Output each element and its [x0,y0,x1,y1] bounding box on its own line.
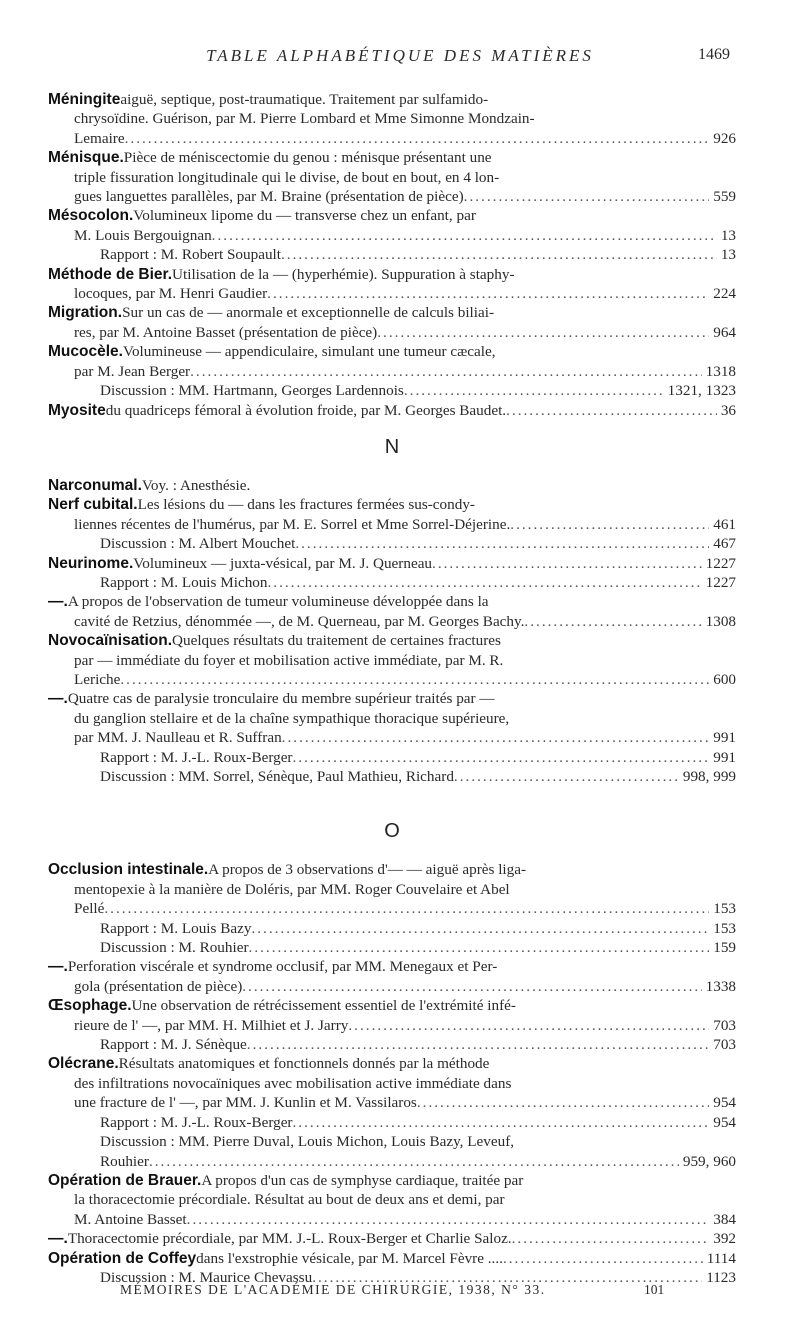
index-entry [48,342,736,400]
entry-page: 954 [713,1094,736,1112]
sub-entry-text: Discussion : MM. Sorrel, Sénèque, Paul Mathieu, Richard [100,768,454,785]
sub-entry-page: 1321, 1323 [667,382,736,400]
entry-page: 461 [713,515,736,533]
entry-text: Leriche [74,670,121,688]
entry-text: locoques, par M. Henri Gaudier [74,285,268,303]
running-title: TABLE ALPHABÉTIQUE DES MATIÈRES [206,46,594,65]
page-footer [0,1282,800,1302]
dot-leader [348,1016,709,1035]
entry-line [48,1016,736,1035]
sub-entry-page: 998, 999 [682,768,736,785]
entry-line [48,148,736,167]
entry-page: 1338 [705,977,736,995]
entry-line [48,631,736,650]
sub-entry-line [48,938,736,957]
entry-page: 703 [713,1016,736,1034]
entry-page: 392 [713,1230,736,1248]
entry-term: Ménisque. [48,149,124,167]
entry-text: dans l'exstrophie vésicale, par M. Marcel Fèvre .... [196,1249,503,1267]
entry-page: 964 [713,323,736,341]
entry-line [48,957,736,976]
index-entry [48,1229,736,1248]
section-letter: N [384,435,400,458]
sub-entry-text: Rapport : M. J.-L. Roux-Berger [100,1113,293,1131]
entry-page: 1318 [705,362,736,380]
sub-entry-text: Rapport : M. Robert Soupault [100,246,281,264]
entry-line [48,977,736,996]
entry-line [48,612,736,631]
entry-line [48,1093,736,1112]
entry-text: Thoracectomie précordiale, par MM. J.-L. Roux-Berger et Charlie Saloz. [67,1230,512,1248]
entry-line [48,1074,736,1093]
index-entry [48,592,736,631]
entry-line [48,689,736,708]
sub-entry-page: 703 [713,1036,736,1054]
dot-leader [404,381,664,400]
sub-entry-text: Discussion : M. Albert Mouchet [100,535,296,553]
index-entry [48,554,736,593]
index-entry [48,476,736,495]
index-content [48,90,736,1287]
entry-line [48,1229,736,1248]
dot-leader [190,362,702,381]
entry-line [48,996,736,1015]
footer-page-number: 101 [644,1282,665,1297]
entry-line [48,860,736,879]
sub-entry-page: 1123 [706,1268,736,1286]
entry-text: Quatre cas de paralysie tronculaire du membre supérieur traités par — [67,690,495,708]
entry-page: 224 [713,285,736,303]
entry-text: Perforation viscérale et syndrome occlusif, par MM. Menegaux et Per- [67,958,498,976]
entry-line [48,476,736,495]
sub-entry-line [48,1152,736,1171]
entry-text: gola (présentation de pièce) [74,977,243,995]
entry-term: Opération de Brauer. [48,1171,202,1189]
entry-page: 559 [713,188,736,206]
entry-text: mentopexie à la manière de Doléris, par MM. Roger Couvelaire et Abel [74,880,510,898]
dot-leader [510,515,709,534]
entry-page: 1308 [705,612,736,630]
entry-line [48,592,736,611]
entry-text: gues languettes parallèles, par M. Braine (présentation de pièce) [74,188,464,206]
entry-text: Volumineux — juxta-vésical, par M. J. Querneau [133,554,433,572]
entry-line [48,670,736,689]
entry-text: la thoracectomie précordiale. Résultat au bout de deux ans et demi, par [74,1191,505,1209]
entry-term: Migration. [48,304,123,322]
entry-text: Une observation de rétrécissement essentiel de l'extrémité infé- [131,997,516,1015]
entry-page: 1114 [706,1249,736,1267]
entry-page: 600 [713,670,736,688]
sub-entry-page: 1227 [705,573,736,591]
entry-text: par MM. J. Naulleau et R. Suffran [74,729,282,747]
entry-line [48,495,736,514]
entry-text: liennes récentes de l'humérus, par M. E. Sorrel et Mme Sorrel-Déjerine. [74,515,511,533]
entry-line [48,206,736,225]
entry-text: du ganglion stellaire et de la chaîne sympathique thoracique supérieure, [74,709,510,727]
entry-line [48,90,736,109]
entry-term: Nerf cubital. [48,496,138,514]
entry-term: Opération de Coffey [48,1249,197,1267]
entry-line [48,284,736,303]
entry-term: Méthode de Bier. [48,265,173,283]
entry-term: —. [48,593,68,611]
entry-term: —. [48,1230,68,1248]
entry-term: Narconumal. [48,476,142,494]
dot-leader [506,401,717,420]
entry-line [48,651,736,670]
entry-term: Neurinome. [48,554,134,572]
index-entry [48,996,736,1054]
dot-leader [377,323,709,342]
entry-line [48,342,736,361]
sub-entry-page: 153 [713,919,736,937]
entry-line [48,303,736,322]
entry-term: Occlusion intestinale. [48,861,209,879]
entry-text: Utilisation de la — (hyperhémie). Suppuration à staphy- [172,265,515,283]
entry-line [48,515,736,534]
sub-entry-page: 13 [720,246,736,264]
sub-entry-page: 954 [713,1113,736,1131]
entry-text: Volumineux lipome du — transverse chez un enfant, par [133,207,476,225]
sub-entry-text: Rapport : M. Louis Bazy [100,919,252,937]
sub-entry-text: Rapport : M. J.-L. Roux-Berger [100,748,293,766]
dot-leader [295,534,709,553]
entry-text: Résultats anatomiques et fonctionnels donnés par la méthode [118,1055,490,1073]
entry-text: A propos d'un cas de symphyse cardiaque, traitée par [201,1171,524,1189]
sub-entry-page: 991 [713,748,736,766]
sub-entry-page: 959, 960 [682,1152,736,1170]
entry-line [48,1190,736,1209]
entry-text: Sur un cas de — anormale et exceptionnelle de calculs biliai- [122,304,495,322]
entry-text: Les lésions du — dans les fractures fermées sus-condy- [137,496,475,514]
entry-term: Mucocèle. [48,343,123,361]
dot-leader [249,938,710,957]
entry-text: Pièce de méniscectomie du genou : ménisque présentant une [123,149,492,167]
index-entry [48,1171,736,1229]
entry-term: Myosite [48,401,106,419]
index-entry [48,495,736,553]
entry-term: Novocaïnisation. [48,632,173,650]
entry-line [48,554,736,573]
entry-page: 36 [720,401,736,419]
index-entry [48,90,736,148]
entry-page: 153 [713,900,736,918]
sub-entry-page: 159 [713,939,736,957]
entry-text: Lemaire [74,129,125,147]
sub-entry-line [48,245,736,264]
dot-leader [104,899,709,918]
entry-line [48,1054,736,1073]
sub-entry-line [48,573,736,592]
dot-leader [524,612,701,631]
index-entry [48,957,736,996]
entry-text: M. Louis Bergouignan [74,226,212,244]
entry-term: —. [48,958,68,976]
index-entry [48,1054,736,1170]
sub-entry-line [48,381,736,400]
dot-leader [512,1229,710,1248]
entry-text: par M. Jean Berger [74,362,191,380]
entry-text: Voy. : Anesthésie. [141,476,251,494]
sub-entry-text: Discussion : M. Maurice Chevassu [100,1268,313,1286]
sub-entry-page: 467 [713,535,736,553]
index-entry [48,401,736,420]
index-entry [48,860,736,957]
entry-text: des infiltrations novocaïniques avec mobilisation active immédiate dans [74,1074,512,1092]
index-entry [48,689,736,786]
entry-line [48,109,736,128]
entry-page: 13 [720,226,736,244]
entry-text: res, par M. Antoine Basset (présentation de pièce) [74,323,378,341]
entry-text: du quadriceps fémoral à évolution froide, par M. Georges Baudet. [105,401,507,419]
page-header [0,46,800,70]
dot-leader [454,767,679,786]
dot-leader [464,187,710,206]
entry-line [48,1210,736,1229]
entry-line [48,323,736,342]
entry-text: chrysoïdine. Guérison, par M. Pierre Lombard et Mme Simonne Mondzain- [74,110,535,128]
entry-text: Quelques résultats du traitement de certaines fractures [172,632,501,650]
sub-entry-line [48,534,736,553]
entry-line [48,401,736,420]
entry-line [48,880,736,899]
entry-text: cavité de Retzius, dénommée —, de M. Querneau, par M. Georges Bachy. [74,612,525,630]
entry-line [48,1249,736,1268]
entry-page: 926 [713,129,736,147]
entry-term: Œsophage. [48,997,132,1015]
entry-text: par — immédiate du foyer et mobilisation active immédiate, par M. R. [74,651,504,669]
entry-term: Olécrane. [48,1055,119,1073]
dot-leader [293,748,710,767]
dot-leader [282,728,710,747]
journal-citation: MÉMOIRES DE L'ACADÉMIE DE CHIRURGIE, 1938, N° 33. [120,1282,546,1297]
entry-page: 384 [713,1210,736,1228]
dot-leader [149,1152,679,1171]
entry-line [48,709,736,728]
entry-term: Mésocolon. [48,207,134,225]
entry-line [48,1171,736,1190]
entry-text: une fracture de l' —, par MM. J. Kunlin et M. Vassilaros [74,1094,417,1112]
dot-leader [293,1113,710,1132]
dot-leader [432,554,702,573]
index-entry [48,265,736,304]
sub-entry-line [48,919,736,938]
dot-leader [187,1210,710,1229]
entry-text: Volumineuse — appendiculaire, simulant une tumeur cæcale, [122,343,496,361]
dot-leader [251,919,709,938]
entry-term: Méningite [48,91,121,108]
index-entry [48,631,736,689]
entry-line [48,187,736,206]
dot-leader [267,573,701,592]
entry-text: A propos de 3 observations d'— — aiguë après liga- [208,861,527,879]
sub-entry-text: Rouhier [100,1152,149,1170]
dot-leader [417,1093,709,1112]
entry-line [48,226,736,245]
sub-entry-text: Discussion : MM. Hartmann, Georges Lardennois [100,382,404,400]
sub-entry-line [48,767,736,786]
dot-leader [242,977,701,996]
dot-leader [212,226,717,245]
entry-line [48,899,736,918]
dot-leader [281,245,717,264]
entry-term: —. [48,690,68,708]
sub-entry-text: Rapport : M. Louis Michon [100,573,268,591]
entry-page: 991 [713,729,736,747]
entry-text: M. Antoine Basset [74,1210,187,1228]
entry-line [48,265,736,284]
dot-leader [267,284,709,303]
sub-entry-line [48,1132,736,1151]
entry-text: aiguë, septique, post-traumatique. Traitement par sulfamido- [120,91,489,108]
index-entry [48,148,736,206]
entry-page: 1227 [705,554,736,572]
index-entry [48,303,736,342]
section-letter: O [384,820,400,843]
header-page-number: 1469 [698,46,730,63]
entry-text: A propos de l'observation de tumeur volumineuse développée dans la [67,593,489,611]
dot-leader [125,129,710,148]
entry-text: triple fissuration longitudinale qui le divise, de bout en bout, en 4 lon- [74,168,500,186]
entry-line [48,129,736,148]
entry-text: rieure de l' —, par MM. H. Milhiet et J. Jarry [74,1016,349,1034]
sub-entry-text: Discussion : MM. Pierre Duval, Louis Michon, Louis Bazy, Leveuf, [100,1133,515,1151]
sub-entry-text: Rapport : M. J. Sénèque [100,1036,247,1054]
entry-text: Pellé [74,900,105,918]
sub-entry-line [48,1113,736,1132]
dot-leader [120,670,709,689]
sub-entry-text: Discussion : M. Rouhier [100,939,249,957]
dot-leader [503,1249,703,1268]
index-entry [48,206,736,264]
entry-line [48,168,736,187]
sub-entry-line [48,748,736,767]
entry-line [48,362,736,381]
entry-line [48,728,736,747]
sub-entry-line [48,1035,736,1054]
dot-leader [247,1035,709,1054]
